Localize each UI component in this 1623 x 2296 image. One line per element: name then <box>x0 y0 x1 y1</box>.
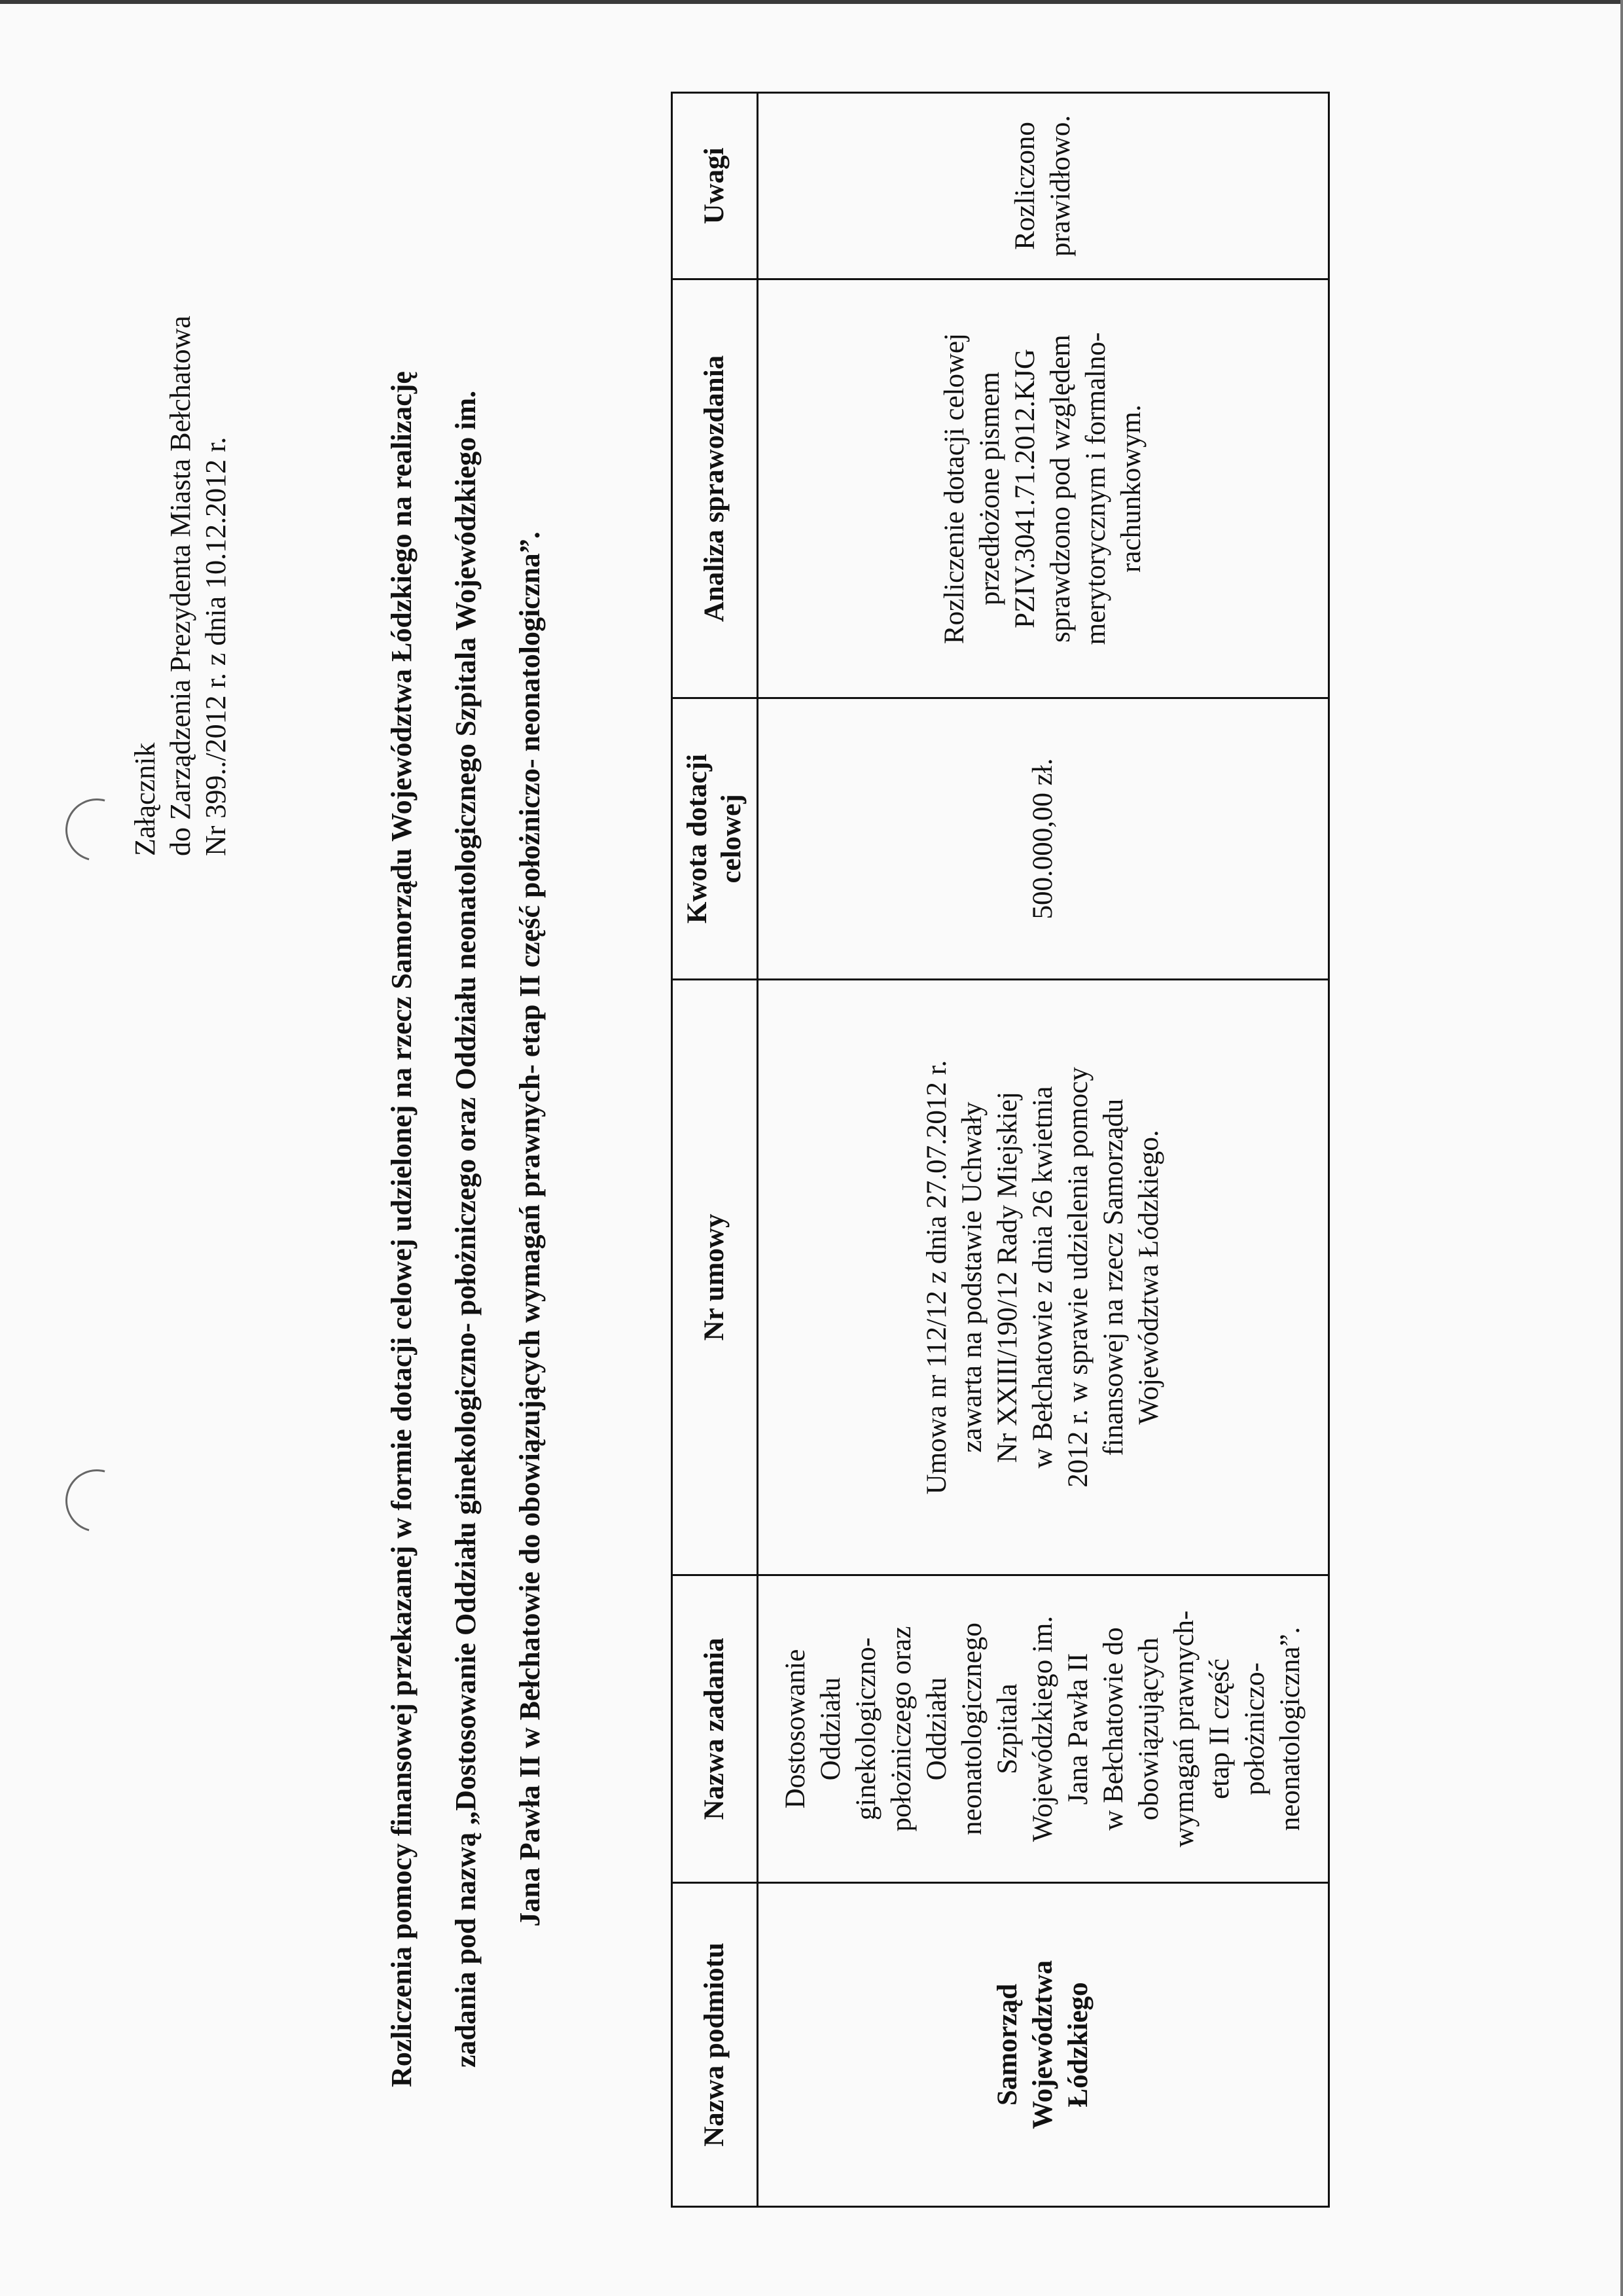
cell-line: wymagań prawnych- <box>1169 1610 1200 1848</box>
document-title <box>370 241 562 2217</box>
cell-line: 2012 r. w sprawie udzielenia pomocy <box>1063 1067 1094 1488</box>
header-analysis: Analiza sprawozdania <box>672 279 758 698</box>
cell-line: Umowa nr 112/12 z dnia 27.07.2012 r. <box>921 1060 952 1495</box>
cell-entity <box>758 1883 1329 2207</box>
cell-line: Oddziału <box>815 1677 846 1781</box>
cell-line: zawarta na podstawie Uchwały <box>957 1102 988 1453</box>
attachment-order-number: Nr 399../2012 r. z dnia 10.12.2012 r. <box>200 437 232 856</box>
cell-line: Dostosowanie <box>780 1649 811 1809</box>
table-header-row <box>672 93 758 2207</box>
header-entity: Nazwa podmiotu <box>672 1883 758 2207</box>
cell-line: finansowej na rzecz Samorządu <box>1098 1098 1129 1456</box>
cell-line: etap II część <box>1204 1659 1235 1799</box>
cell-line: w Bełchatowie z dnia 26 kwietnia <box>1027 1086 1058 1469</box>
cell-line: sprawdzono pod względem <box>1045 334 1076 643</box>
cell-line: Samorząd <box>992 1983 1023 2106</box>
title-line-3: Jana Pawła II w Bełchatowie do obowiązujących wymagań prawnych- etap II część położniczo- neonatologiczna”. <box>514 531 546 1927</box>
title-line-1: Rozliczenia pomocy finansowej przekazanej w formie dotacji celowej udzielonej na rzecz Samorządu Województwa Łódzkiego na realizację <box>385 371 418 2087</box>
attachment-note <box>128 315 234 856</box>
title-line-2: zadania pod nazwą „Dostosowanie Oddziału ginekologiczno- położniczego oraz Oddziału neonatologicznego Szpitala Wojewódzkiego im. <box>450 390 482 2068</box>
cell-line: Rozliczono <box>1010 122 1041 250</box>
cell-line: Nr XXIII/190/12 Rady Miejskiej <box>992 1091 1023 1463</box>
cell-line: neonatologiczna”. <box>1275 1626 1306 1831</box>
attachment-order-ref: do Zarządzenia Prezydenta Miasta Bełchatowa <box>164 315 196 856</box>
header-amount-line: celowej <box>716 794 747 884</box>
attachment-label: Załącznik <box>129 742 161 856</box>
cell-line: Województwa <box>1027 1960 1058 2129</box>
cell-analysis <box>758 279 1329 698</box>
cell-line: prawidłowo. <box>1045 115 1076 257</box>
header-amount <box>672 698 758 980</box>
cell-line: obowiązujących <box>1133 1637 1164 1821</box>
cell-line: Jana Pawła II <box>1063 1653 1094 1805</box>
cell-line: merytorycznym i formalno- <box>1080 332 1111 645</box>
cell-line: w Bełchatowie do <box>1098 1627 1129 1831</box>
header-amount-line: Kwota dotacji <box>682 753 713 924</box>
cell-line: Szpitala <box>992 1683 1023 1774</box>
cell-line: neonatologicznego <box>957 1623 988 1835</box>
cell-line: Województwa Łódzkiego. <box>1133 1130 1164 1425</box>
settlement-table <box>671 92 1330 2208</box>
cell-remarks <box>758 93 1329 279</box>
header-remarks: Uwagi <box>672 93 758 279</box>
cell-contract <box>758 980 1329 1575</box>
cell-amount: 500.000,00 zł. <box>758 698 1329 980</box>
header-contract: Nr umowy <box>672 980 758 1575</box>
cell-line: położniczego oraz <box>886 1626 917 1832</box>
cell-line: Łódzkiego <box>1063 1982 1094 2108</box>
table-row <box>758 93 1329 2207</box>
cell-line: Oddziału <box>921 1677 952 1781</box>
cell-task <box>758 1575 1329 1883</box>
cell-line: Wojewódzkiego im. <box>1027 1615 1058 1842</box>
cell-line: przedłożone pismem <box>974 371 1005 606</box>
cell-line: Rozliczenie dotacji celowej <box>939 332 970 645</box>
cell-line: PZIV.3041.71.2012.KJG <box>1010 349 1041 628</box>
cell-line: położniczo- <box>1240 1662 1270 1795</box>
cell-line: ginekologiczno- <box>851 1637 882 1821</box>
cell-line: rachunkowym. <box>1116 404 1147 573</box>
header-task: Nazwa zadania <box>672 1575 758 1883</box>
